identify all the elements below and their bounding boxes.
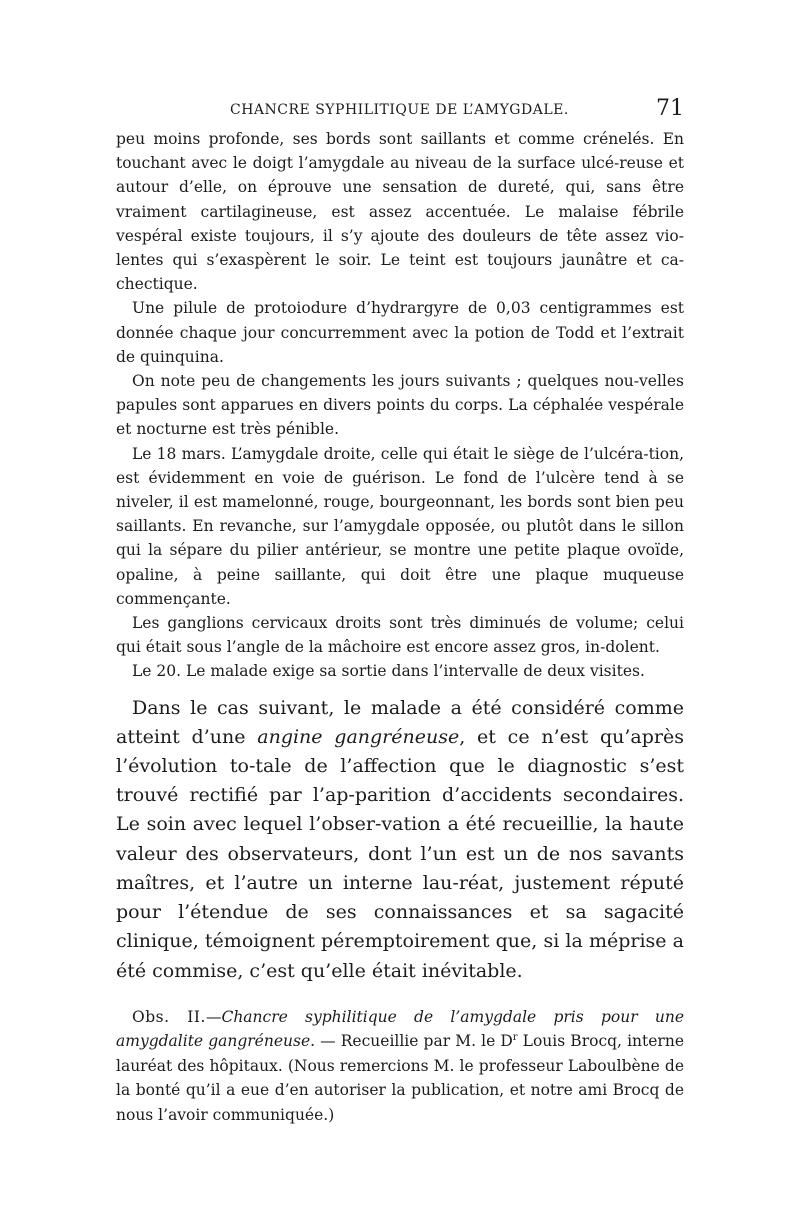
observation-label: Obs. II. xyxy=(132,1007,206,1026)
page-number: 71 xyxy=(656,96,684,121)
observation-text-start: — Recueillie par M. le D xyxy=(315,1032,513,1051)
paragraph-discharge: Le 20. Le malade exige sa sortie dans l’intervalle de deux visites. xyxy=(132,662,645,681)
paragraph-treatment: Une pilule de protoiodure d’hydrargyre de 0,03 centigrammes est donnée chaque jour concurremment avec la potion de Todd et l’extrait de quinquina. xyxy=(116,299,684,366)
main-text-start: Dans le cas suivant, le malade a été considéré comme atteint d’une xyxy=(116,696,684,748)
running-title: CHANCRE SYPHILITIQUE DE L’AMYGDALE. xyxy=(230,102,569,118)
observation-dash: — xyxy=(205,1007,222,1026)
paragraph-main-text xyxy=(116,694,684,986)
main-text-end: , et ce n’est qu’après l’évolution to-tale de l’affection que le diagnostic s’est trouvé rectifié par l’ap-parition d’accidents secondaires. Le soin avec lequel l’obser-vation a été recueillie, la haute valeur des observateurs, dont l’un est un de nos savants maîtres, et l’autre un interne lau-réat, justement réputé pour l’étendue de ses connaissances et sa sagacité clinique, témoignent péremptoirement que, si la méprise a été commise, c’est qu’elle était inévitable. xyxy=(116,725,685,982)
page-body xyxy=(116,127,684,1127)
observation-text-end: Louis Brocq, interne lauréat des hôpitaux. (Nous remercions M. le professeur Laboulbène de la bonté qu’il a eue d’en autoriser la publication, et notre ami Brocq de nous l’avoir communiquée.) xyxy=(116,1032,684,1124)
paragraph-march-18: Le 18 mars. L’amygdale droite, celle qui était le siège de l’ulcéra-tion, est évidemment en voie de guérison. Le fond de l’ulcère tend à se niveler, il est mamelonné, rouge, bourgeonnant, les bords sont bien peu saillants. En revanche, sur l’amygdale opposée, ou plutôt dans le sillon qui la sépare du pilier antérieur, se montre une petite plaque ovoïde, opaline, à peine saillante, qui doit être une plaque muqueuse commençante. xyxy=(116,444,684,608)
observation-title: Chancre syphilitique de l’amygdale pris pour une amygdalite gangréneuse. xyxy=(116,1007,684,1051)
page-header xyxy=(118,98,684,124)
observation-heading xyxy=(116,1005,684,1128)
main-text-italic: angine gangréneuse xyxy=(257,725,460,748)
observation-superscript: r xyxy=(512,1032,518,1044)
paragraph-ganglions: Les ganglions cervicaux droits sont très diminués de volume; celui qui était sous l’angle de la mâchoire est encore assez gros, in-dolent. xyxy=(116,614,684,657)
paragraph-continuation: peu moins profonde, ses bords sont saillants et comme crénelés. En touchant avec le doigt l’amygdale au niveau de la surface ulcé-reuse et autour d’elle, on éprouve une sensation de dureté, qui, sans être vraiment cartilagineuse, est assez accentuée. Le malaise fébrile vespéral existe toujours, il s’y ajoute des douleurs de tête assez vio-lentes qui s’exaspèrent le soir. Le teint est toujours jaunâtre et ca-chectique. xyxy=(116,130,684,294)
paragraph-following-days: On note peu de changements les jours suivants ; quelques nou-velles papules sont apparues en divers points du corps. La céphalée vespérale et nocturne est très pénible. xyxy=(116,372,684,439)
